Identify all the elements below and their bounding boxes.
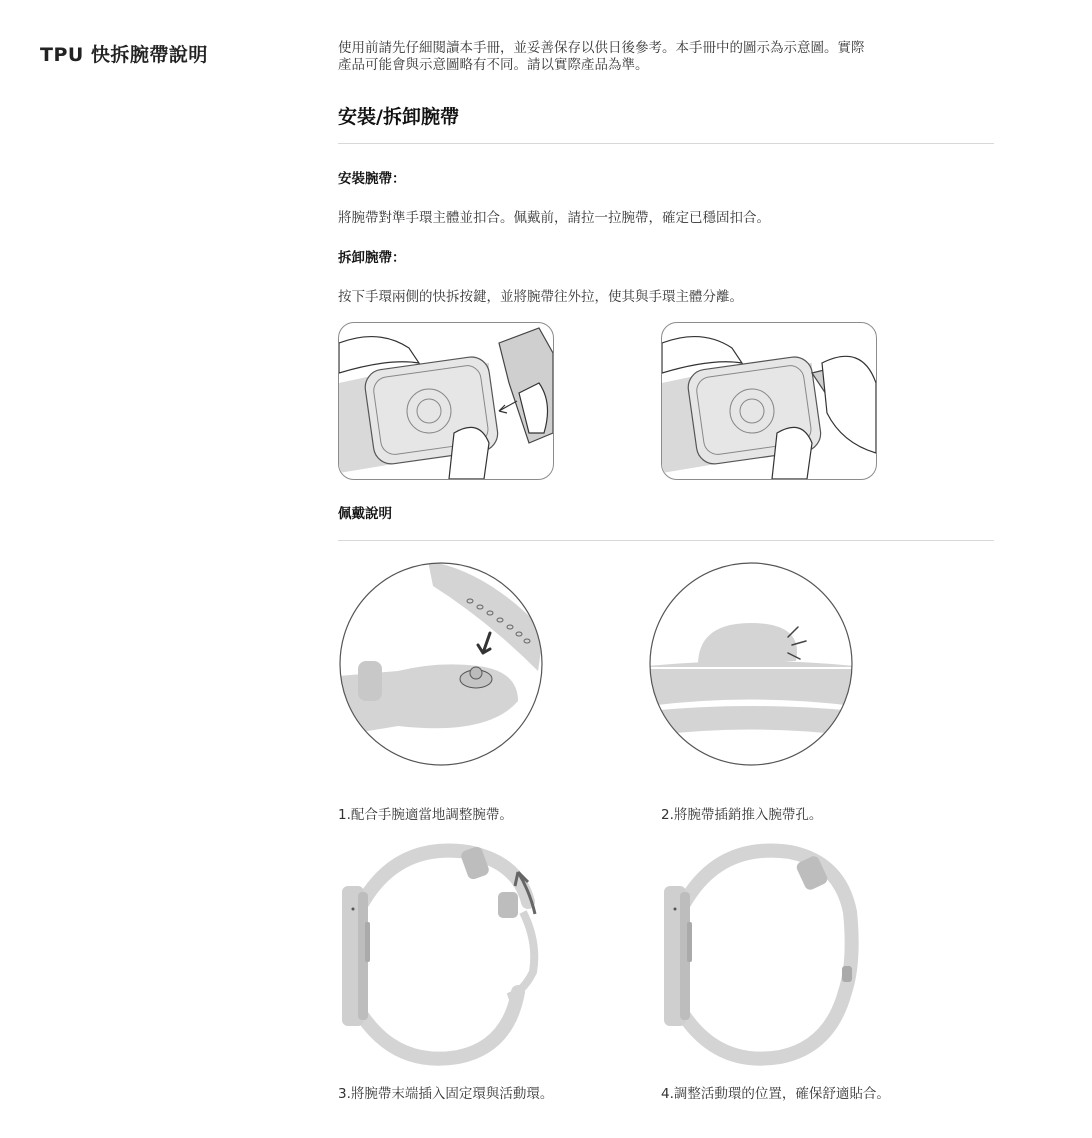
intro-block [338,40,994,74]
install-band-text: 將腕帶對準手環主體並扣合。佩戴前，請拉一拉腕帶，確定已穩固扣合。 [338,210,770,226]
remove-band-title: 拆卸腕帶： [338,250,406,266]
wear-instructions-title: 佩戴說明 [338,506,392,522]
install-remove-heading: 安裝/拆卸腕帶 [338,106,459,128]
intro-line-1: 使用前請先仔細閱讀本手冊，並妥善保存以供日後參考。本手冊中的圖示為示意圖。實際 [338,40,865,56]
install-band-title: 安裝腕帶： [338,171,406,187]
page-title: TPU 快拆腕帶說明 [40,44,208,66]
illustration-pull-band [661,322,877,480]
wear-step-4-caption: 4.調整活動環的位置，確保舒適貼合。 [661,1086,890,1102]
divider [338,143,994,144]
remove-band-text: 按下手環兩側的快拆按鍵，並將腕帶往外拉，使其與手環主體分離。 [338,289,743,305]
illustration-adjust-loop [660,842,880,1067]
intro-line-2: 產品可能會與示意圖略有不同。請以實際產品為準。 [338,57,649,73]
illustration-press-release [338,322,554,480]
wear-step-2-caption: 2.將腕帶插銷推入腕帶孔。 [661,807,823,823]
illustration-adjust-band [338,561,544,767]
wear-step-3-caption: 3.將腕帶末端插入固定環與活動環。 [338,1086,554,1102]
divider [338,540,994,541]
illustration-insert-pin [648,561,854,767]
wear-step-1-caption: 1.配合手腕適當地調整腕帶。 [338,807,513,823]
illustration-thread-loops [338,842,558,1067]
